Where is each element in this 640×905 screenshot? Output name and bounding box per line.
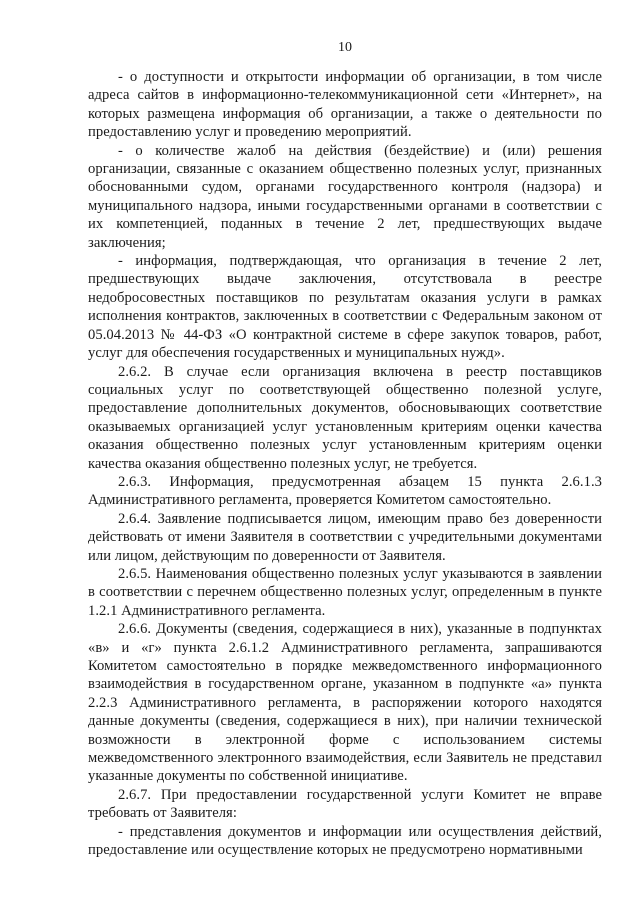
paragraph-information-openness: - о доступности и открытости информации об организации, в том числе адреса сайтов в информационно-телекоммуникационной сети «Интернет», на которых размещена информация об организации, а также о деятельности по предоставлению услуг и проведению мероприятий. bbox=[88, 69, 602, 141]
paragraph-2-6-5: 2.6.5. Наименования общественно полезных услуг указываются в заявлении в соответствии с перечнем общественно полезных услуг, определенным в пункте 1.2.1 Административного регламента. bbox=[88, 565, 602, 619]
paragraph-unreliable-suppliers: - информация, подтверждающая, что организация в течение 2 лет, предшествующих выдаче заключения, отсутствовала в реестре недобросовестных поставщиков по результатам оказания услуги в рамках исполнения контрактов, заключенных в соответствии с Федеральным законом от 05.04.2013 № 44-ФЗ «О контрактной системе в сфере закупок товаров, работ, услуг для обеспечения государственных и муниципальных нужд». bbox=[88, 253, 602, 362]
paragraph-2-6-4: 2.6.4. Заявление подписывается лицом, имеющим право без доверенности действовать от имени Заявителя в соответствии с учредительными документами или лицом, действующим по доверенности от Заявителя. bbox=[88, 510, 602, 564]
paragraph-2-6-2: 2.6.2. В случае если организация включена в реестр поставщиков социальных услуг по соответствующей общественно полезной услуге, предоставление дополнительных документов, обосновывающих соответствие оказываемых организацией услуг установленным критериям оценки качества оказания общественно полезных услуг установленным критериям оценки качества оказания общественно полезных услуг, не требуется. bbox=[88, 363, 602, 472]
paragraph-complaints-count: - о количестве жалоб на действия (бездействие) и (или) решения организации, связанные с оказанием общественно полезных услуг, признанных обоснованными судом, органами государственного контроля (надзора) и муниципального надзора, иными государственными органами в соответствии с их компетенцией, поданных в течение 2 лет, предшествующих выдаче заключения; bbox=[88, 142, 602, 251]
paragraph-2-6-6: 2.6.6. Документы (сведения, содержащиеся в них), указанные в подпунктах «в» и «г» пункта 2.6.1.2 Административного регламента, запрашиваются Комитетом самостоятельно в порядке межведомственного информационного взаимодействия в государственном органе, указанном в подпункте «а» пункта 2.2.3 Административного регламента, в распоряжении которого находятся данные документы (сведения, содержащиеся в них), при наличии технической возможности в электронной форме с использованием системы межведомственного электронного взаимодействия, если Заявитель не представил указанные документы по собственной инициативе. bbox=[88, 621, 602, 785]
paragraph-2-6-3: 2.6.3. Информация, предусмотренная абзацем 15 пункта 2.6.1.3 Административного регламента, проверяется Комитетом самостоятельно. bbox=[88, 473, 602, 509]
paragraph-documents-submission: - представления документов и информации или осуществления действий, предоставление или осуществление которых не предусмотрено нормативными bbox=[88, 823, 602, 859]
paragraph-2-6-7: 2.6.7. При предоставлении государственной услуги Комитет не вправе требовать от Заявителя: bbox=[88, 786, 602, 822]
page-number: 10 bbox=[338, 40, 352, 55]
